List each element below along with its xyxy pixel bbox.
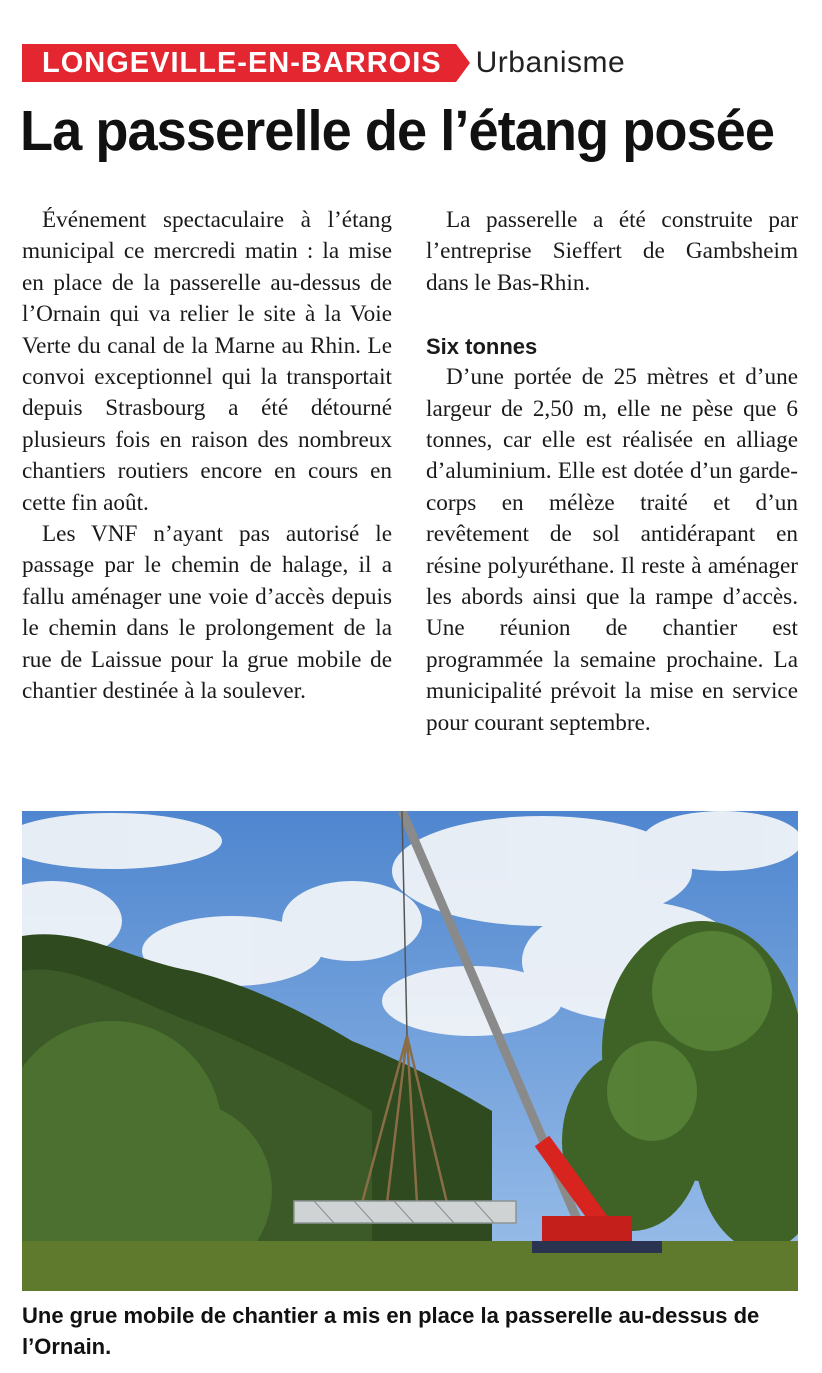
crane-truck: [532, 1241, 662, 1253]
subheading: Six tonnes: [426, 334, 538, 360]
crane-photo: [22, 811, 798, 1291]
kicker: [22, 44, 625, 82]
photo-illustration: [22, 811, 798, 1291]
photo-caption: Une grue mobile de chantier a mis en place la passerelle au-dessus de l’Ornain.: [22, 1303, 760, 1359]
footbridge: [294, 1201, 516, 1223]
location-tag: LONGEVILLE-EN-BARROIS: [22, 44, 456, 82]
rubric-label: Urbanisme: [475, 46, 626, 79]
article-column-right: [426, 205, 798, 739]
headline: La passerelle de l’étang posée: [20, 99, 775, 163]
paragraph: La passerelle a été construite par l’entreprise Sieffert de Gambsheim dans le Bas-Rhin.: [426, 207, 798, 296]
grass-bank: [22, 1241, 798, 1291]
paragraph: Les VNF n’ayant pas autorisé le passage par le chemin de halage, il a fallu aménager une voie d’accès depuis le chemin dans le prolongement de la rue de Laissue pour la grue mobile de chantier destinée à la soulever.: [22, 521, 392, 705]
paragraph: D’une portée de 25 mètres et d’une largeur de 2,50 m, elle ne pèse que 6 tonnes, car elle est réalisée en alliage d’aluminium. Elle est dotée d’un garde-corps en mélèze traité et d’un revêtement de sol antidérapant en résine polyuréthane. Il reste à aménager les abords ainsi que la rampe d’accès. Une réunion de chantier est programmée la semaine prochaine. La municipalité prévoit la mise en service pour courant septembre.: [426, 364, 798, 736]
article-column-left: [22, 205, 392, 708]
paragraph: Événement spectaculaire à l’étang municipal ce mercredi matin : la mise en place de la passerelle au-dessus de l’Ornain qui va relier le site à la Voie Verte du canal de la Marne au Rhin. Le convoi exceptionnel qui la transportait depuis Strasbourg a été détourné plusieurs fois en raison des nombreux chantiers routiers encore en cours en cette fin août.: [22, 207, 392, 516]
